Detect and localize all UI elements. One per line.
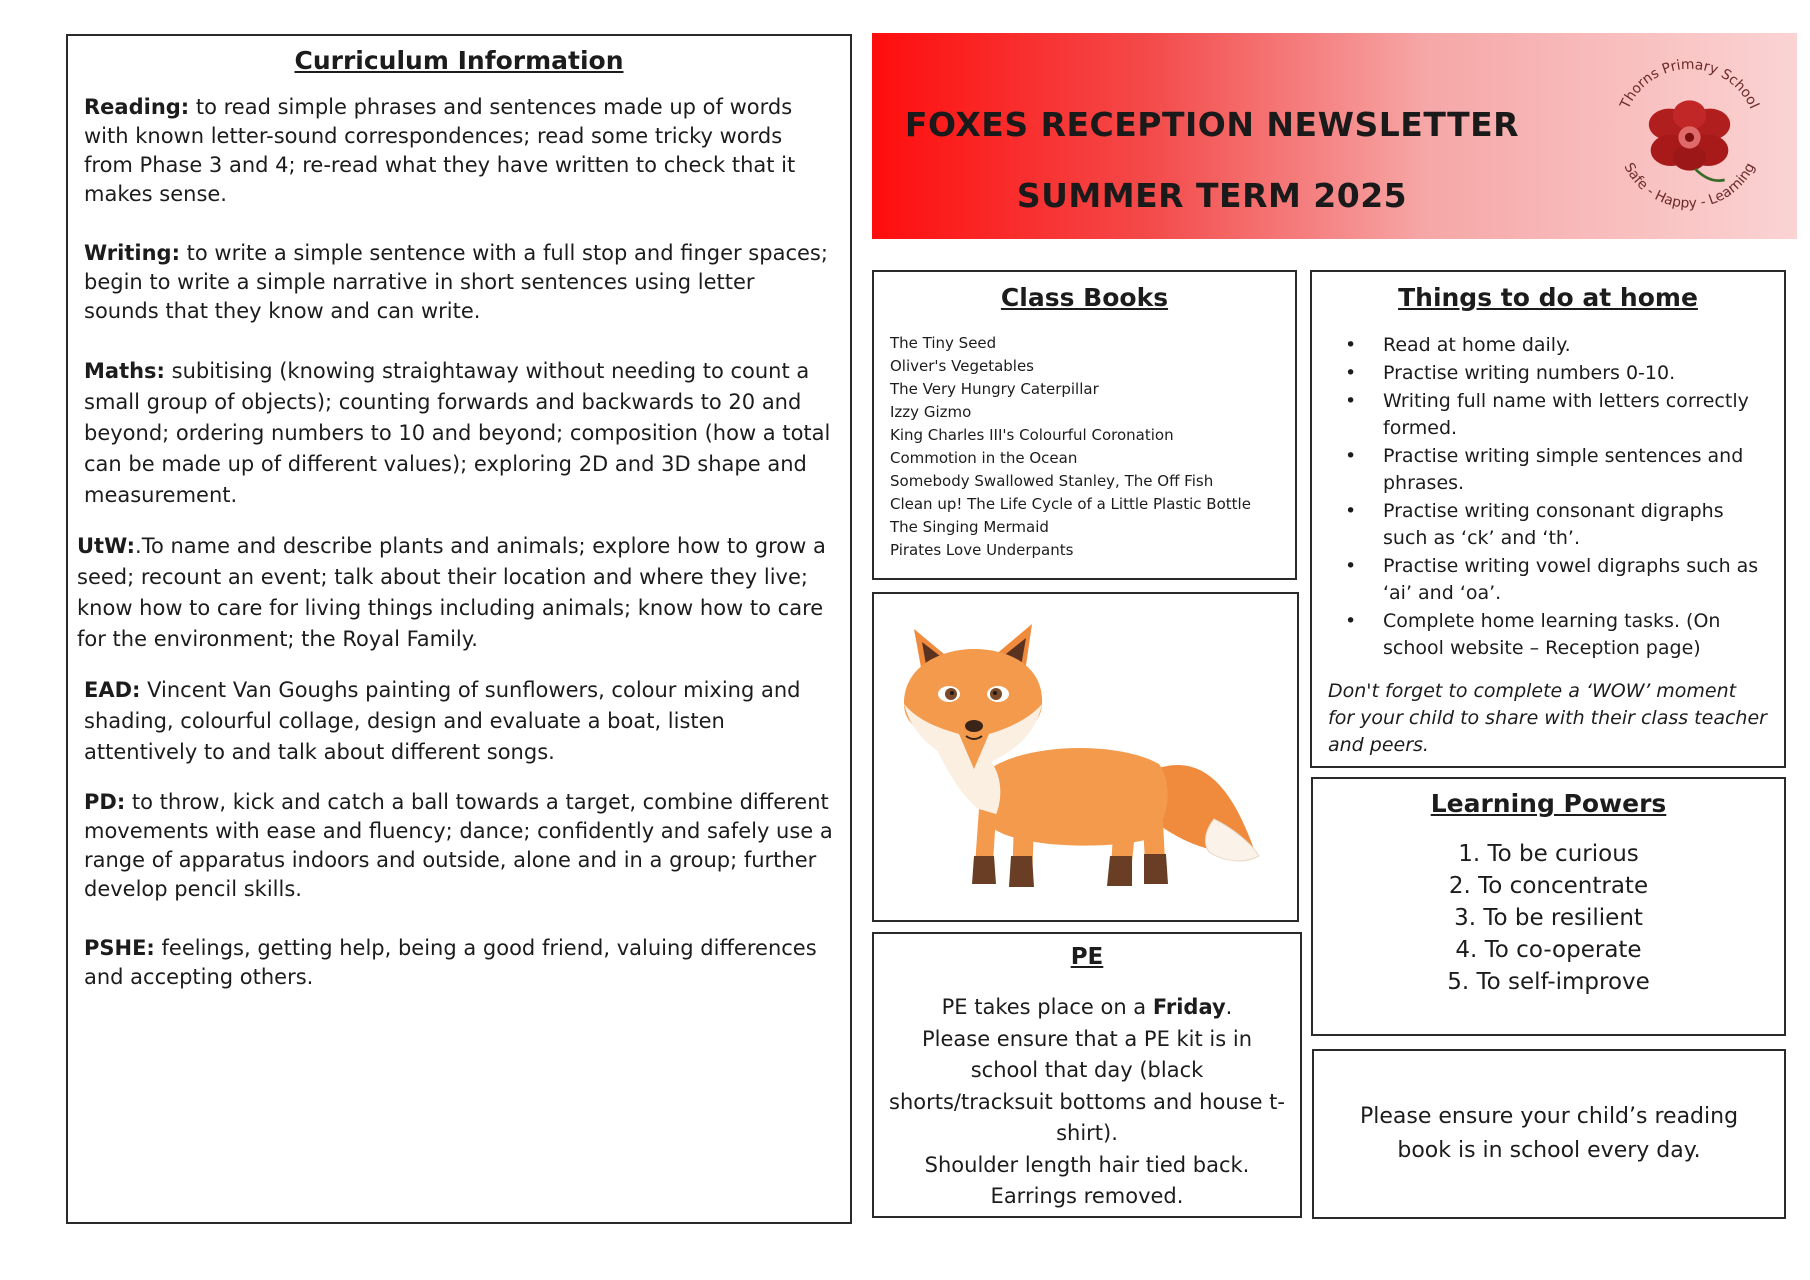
things-to-do-panel xyxy=(1310,270,1786,768)
list-item: 2. To concentrate xyxy=(1448,873,1649,899)
list-item: • Read at home daily. xyxy=(1383,332,1768,359)
list-item: Pirates Love Underpants xyxy=(890,541,1074,559)
pshe-paragraph xyxy=(84,934,834,992)
list-item: 3. To be resilient xyxy=(1454,905,1643,931)
class-books-panel xyxy=(872,270,1297,580)
writing-paragraph xyxy=(84,239,834,326)
list-item: • Practise writing simple sentences and phrases. xyxy=(1383,443,1768,497)
pe-day-line xyxy=(888,992,1286,1024)
pe-panel xyxy=(872,932,1302,1218)
list-item: Oliver's Vegetables xyxy=(890,357,1035,375)
pshe-text: feelings, getting help, being a good friend, valuing differences and accepting others. xyxy=(84,936,817,989)
ead-paragraph xyxy=(84,675,834,768)
things-to-do-list xyxy=(1328,332,1768,662)
school-logo-icon xyxy=(1597,43,1782,228)
list-item: 4. To co-operate xyxy=(1455,937,1642,963)
list-item: 5. To self-improve xyxy=(1447,969,1650,995)
utw-paragraph xyxy=(77,531,834,655)
pe-day-suffix: . xyxy=(1225,995,1233,1019)
list-item: Commotion in the Ocean xyxy=(890,449,1078,467)
reading-text: to read simple phrases and sentences made up of words with known letter-sound correspondences; read some tricky words from Phase 3 and 4; re-read what they have written to check that it makes sense. xyxy=(84,95,796,206)
list-item: • Practise writing vowel digraphs such as ‘ai’ and ‘oa’. xyxy=(1383,553,1768,607)
pshe-label: PSHE: xyxy=(84,936,155,960)
things-to-do-title: Things to do at home xyxy=(1398,283,1698,312)
curriculum-panel xyxy=(66,34,852,1224)
list-item: The Tiny Seed xyxy=(890,334,997,352)
maths-text: subitising (knowing straightaway without needing to count a small group of objects); counting forwards and backwards to 20 and beyond; ordering numbers to 10 and beyond; composition (how a total can be made up of different values); exploring 2D and 3D shape and measurement. xyxy=(84,359,831,507)
ead-text: Vincent Van Goughs painting of sunflowers, colour mixing and shading, colourful collage, design and evaluate a boat, listen attentively to and talk about different songs. xyxy=(84,678,801,764)
list-item: Clean up! The Life Cycle of a Little Plastic Bottle xyxy=(890,495,1251,513)
pe-kit-line: Please ensure that a PE kit is in school that day (black shorts/tracksuit bottoms and house t-shirt). xyxy=(889,1026,1285,1145)
pd-text: to throw, kick and catch a ball towards a target, combine different movements with ease and fluency; dance; confidently and safely use a range of apparatus indoors and outside, alone and in a group; further develop pencil skills. xyxy=(84,790,833,901)
utw-text: .To name and describe plants and animals; explore how to grow a seed; recount an event; talk about their location and where they live; know how to care for living things including animals; know how to care for the environment; the Royal Family. xyxy=(77,534,826,651)
writing-text: to write a simple sentence with a full stop and finger spaces; begin to write a simple narrative in short sentences using letter sounds that they know and can write. xyxy=(84,241,828,323)
reading-book-reminder: Please ensure your child’s reading book is in school every day. xyxy=(1359,1104,1739,1163)
pe-hair-line: Shoulder length hair tied back. xyxy=(924,1152,1250,1177)
list-item: King Charles III's Colourful Coronation xyxy=(890,426,1174,444)
maths-paragraph xyxy=(84,356,834,511)
pd-label: PD: xyxy=(84,790,126,814)
list-item: The Singing Mermaid xyxy=(890,518,1049,536)
maths-label: Maths: xyxy=(84,359,165,383)
learning-powers-title: Learning Powers xyxy=(1430,789,1667,818)
newsletter-header-banner xyxy=(872,33,1797,239)
list-item: • Writing full name with letters correctly formed. xyxy=(1383,388,1768,442)
newsletter-term: SUMMER TERM 2025 xyxy=(1016,176,1408,215)
list-item: Izzy Gizmo xyxy=(890,403,972,421)
pe-day: Friday xyxy=(1152,995,1226,1019)
pe-day-prefix: PE takes place on a xyxy=(941,995,1153,1019)
fox-illustration-panel xyxy=(872,592,1299,922)
pd-paragraph xyxy=(84,788,834,904)
newsletter-title: FOXES RECEPTION NEWSLETTER xyxy=(904,105,1520,144)
pe-title: PE xyxy=(1070,944,1104,970)
list-item: • Practise writing numbers 0-10. xyxy=(1383,360,1768,387)
list-item: 1. To be curious xyxy=(1458,841,1639,867)
reading-paragraph xyxy=(84,93,834,209)
ead-label: EAD: xyxy=(84,678,141,702)
pe-earrings-line: Earrings removed. xyxy=(990,1184,1184,1208)
utw-label: UtW: xyxy=(77,534,136,558)
writing-label: Writing: xyxy=(84,241,180,265)
list-item: Somebody Swallowed Stanley, The Off Fish xyxy=(890,472,1214,490)
reading-label: Reading: xyxy=(84,95,190,119)
list-item: • Practise writing consonant digraphs such as ‘ck’ and ‘th’. xyxy=(1383,498,1768,552)
list-item: The Very Hungry Caterpillar xyxy=(890,380,1099,398)
logo-motto: Safe - Happy - Learning xyxy=(1620,160,1759,212)
learning-powers-panel xyxy=(1311,777,1786,1036)
list-item: • Complete home learning tasks. (On school website – Reception page) xyxy=(1383,608,1768,662)
reading-book-reminder-panel xyxy=(1312,1049,1786,1219)
curriculum-title: Curriculum Information xyxy=(294,46,624,75)
class-books-title: Class Books xyxy=(1000,283,1169,312)
logo-school-name: Thorns Primary School xyxy=(1617,56,1762,112)
class-books-list xyxy=(890,332,1279,562)
fox-illustration-icon xyxy=(874,594,1297,920)
wow-moment-note: Don't forget to complete a ‘WOW’ moment for your child to share with their class teacher and peers. xyxy=(1328,680,1767,756)
rose-icon xyxy=(1649,100,1730,180)
